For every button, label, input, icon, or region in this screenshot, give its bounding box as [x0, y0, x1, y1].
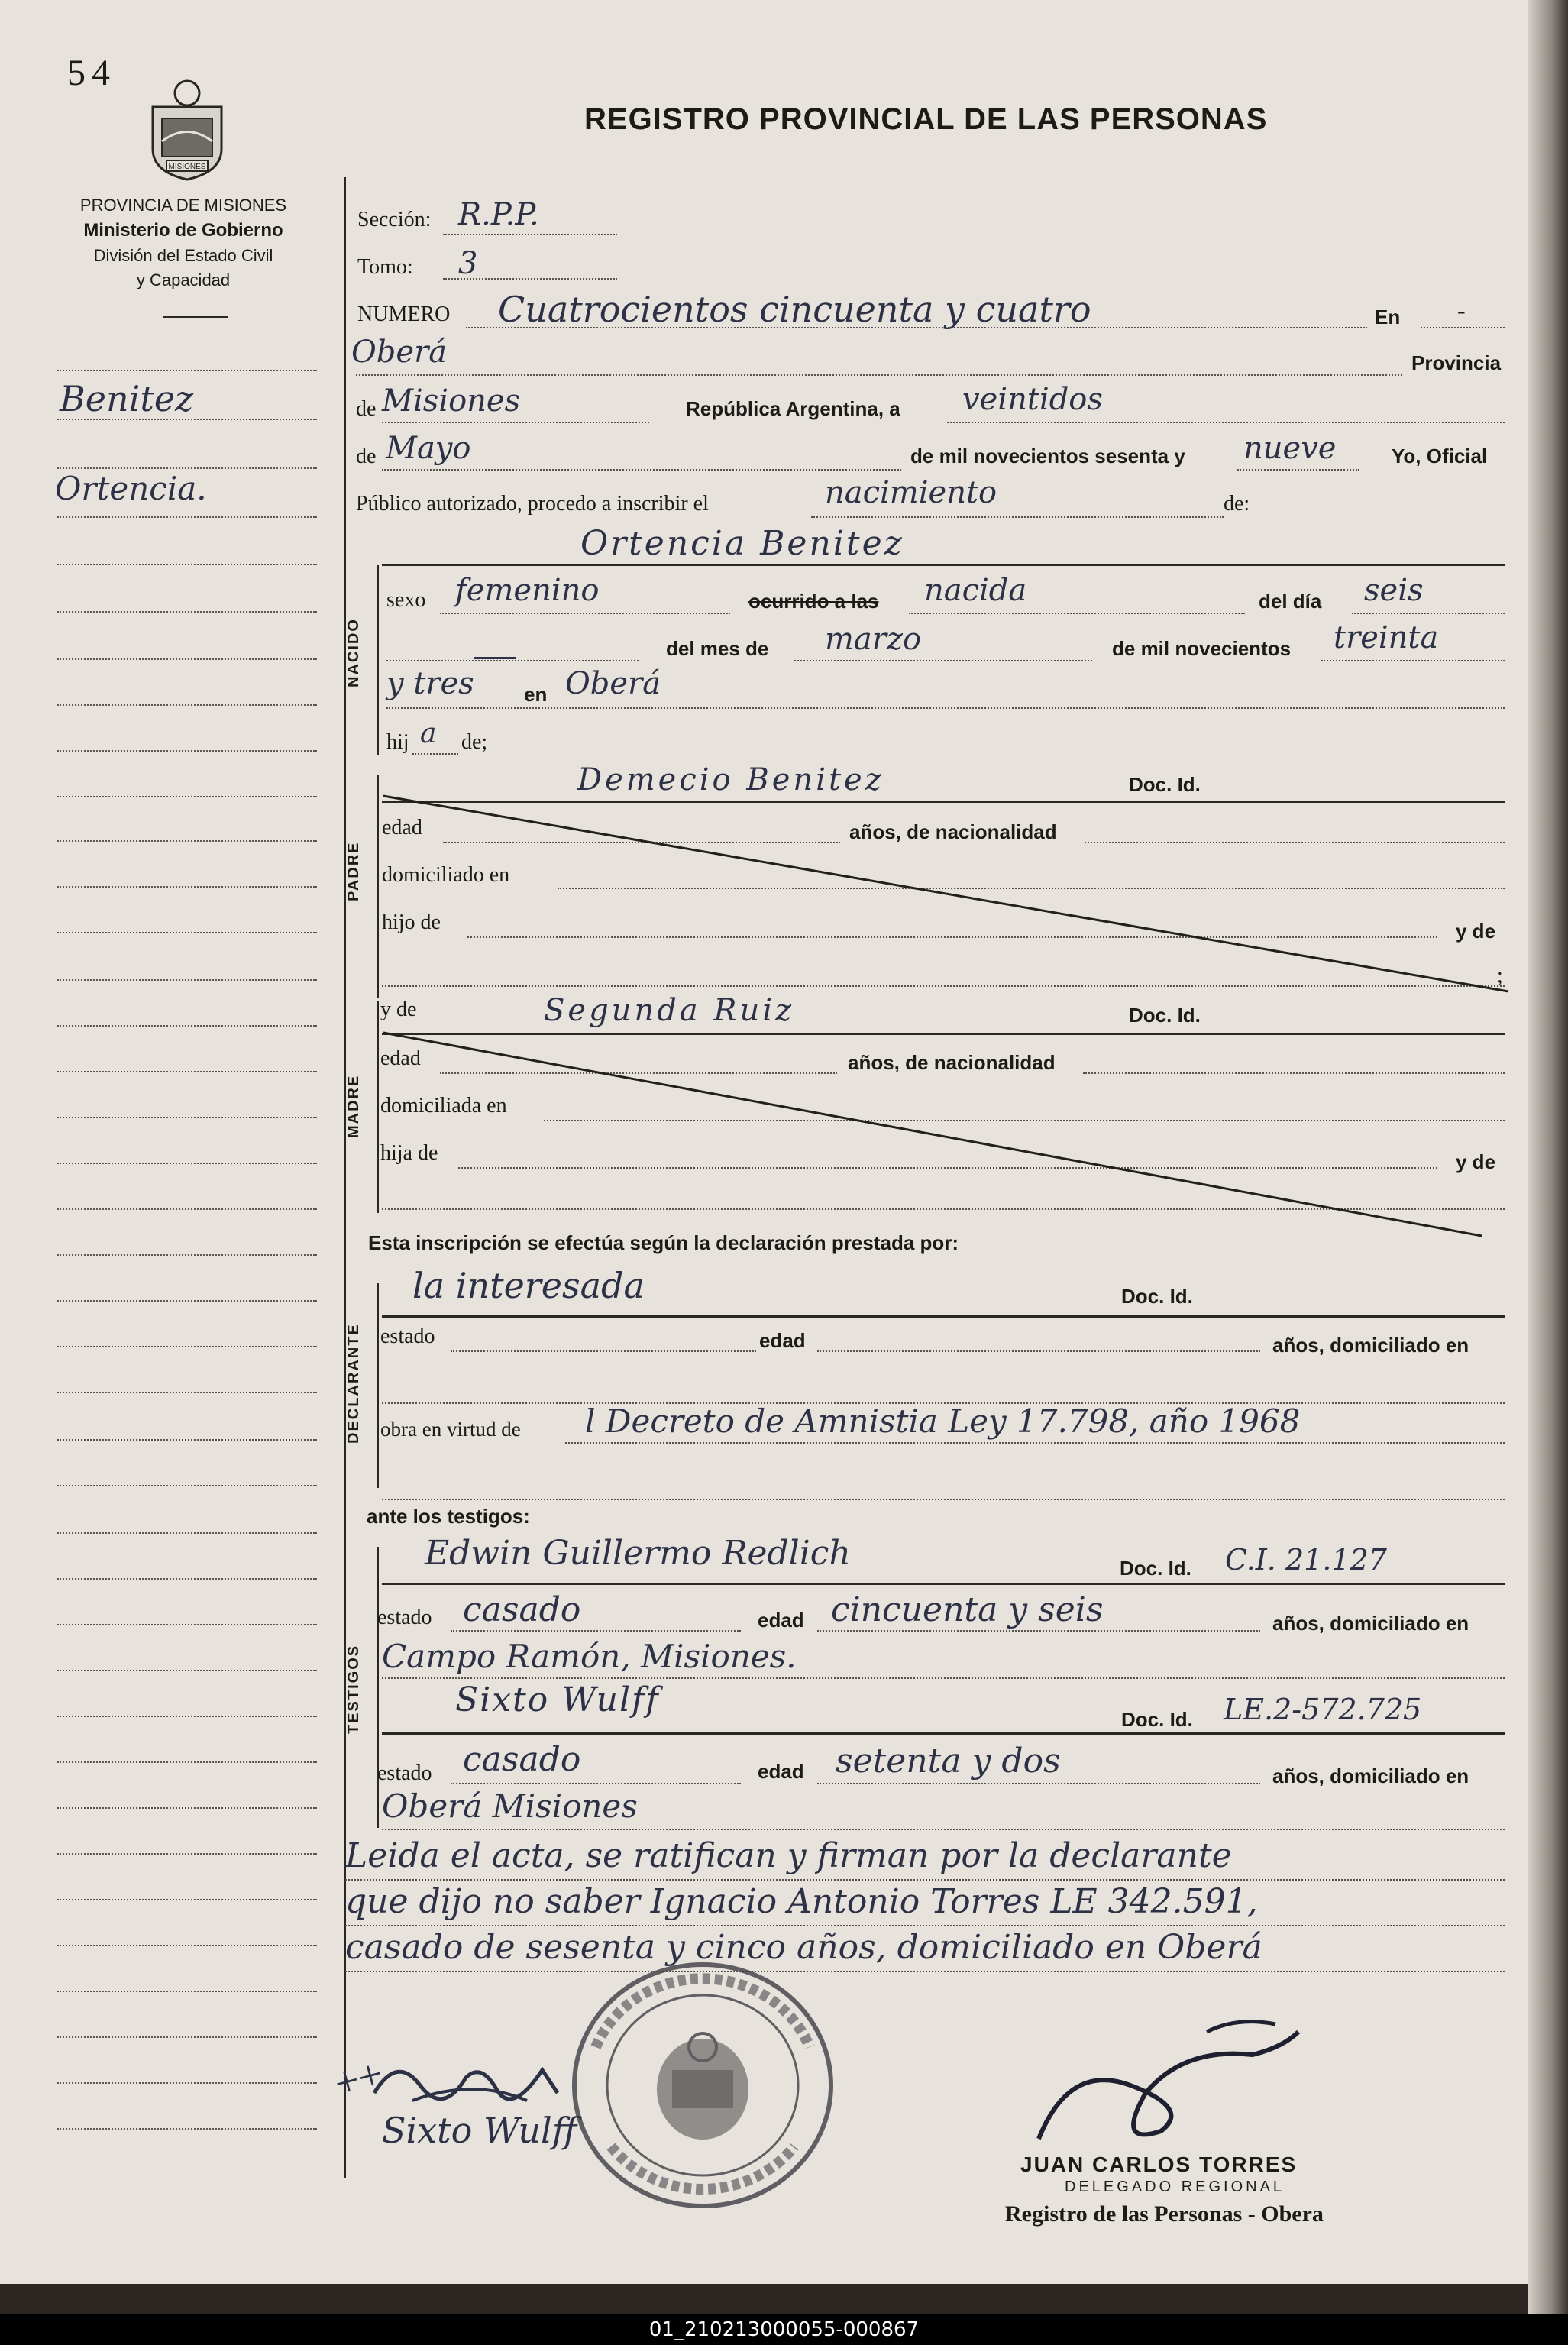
madre-nombre: Segunda Ruiz: [544, 993, 795, 1028]
testigo2-estado-label: estado: [377, 1761, 432, 1785]
testigo1-estado: casado: [463, 1590, 581, 1629]
testigo2-anios-label: años, domiciliado en: [1272, 1764, 1469, 1787]
testigo1-edad: cincuenta y seis: [831, 1590, 1104, 1629]
madre-yde-label: y de: [380, 998, 417, 1021]
testigo1-anios-label: años, domiciliado en: [1272, 1612, 1469, 1635]
madre-yde2-label: y de: [1456, 1150, 1496, 1173]
provincia-value: Misiones: [382, 383, 521, 419]
declarante-anios-label: años, domiciliado en: [1272, 1334, 1469, 1357]
padre-domicilio-label: domiciliado en: [382, 863, 510, 887]
declaracion-label: Esta inscripción se efectúa según la declaración prestada por:: [368, 1231, 959, 1254]
tomo-value: 3: [458, 246, 478, 281]
margin-given-name: Ortencia.: [55, 470, 207, 507]
ocurrido-value: nacida: [924, 573, 1027, 608]
de2-label: de: [356, 445, 377, 468]
declarante-obra-label: obra en virtud de: [380, 1418, 521, 1441]
anio-value: nueve: [1243, 431, 1337, 466]
padre-strike-line: [382, 794, 1512, 1001]
testigo2-edad-label: edad: [758, 1760, 804, 1783]
seccion-value: R.P.P.: [458, 197, 539, 232]
madre-domicilio-label: domiciliada en: [380, 1094, 507, 1118]
mil-nacimiento-label: de mil novecientos: [1112, 637, 1292, 660]
hijo-de-label: de;: [461, 730, 488, 754]
nacido-side-label: NACIDO: [345, 618, 362, 687]
testigos-side-label: TESTIGOS: [345, 1644, 362, 1734]
header-division: División del Estado Civil: [93, 246, 273, 265]
ocurrido-label: ocurrido a las: [748, 590, 879, 613]
provincial-seal-icon: [145, 76, 229, 183]
header-divider: [163, 316, 228, 318]
declarante-edad-label: edad: [759, 1329, 806, 1352]
numero-value: Cuatrocientos cincuenta y cuatro: [498, 289, 1091, 330]
declarant-signature-icon: [367, 2047, 580, 2116]
tomo-label: Tomo:: [357, 255, 413, 279]
dia-label: del día: [1259, 590, 1322, 613]
de-label: de: [356, 397, 377, 421]
testigo2-doc-label: Doc. Id.: [1121, 1708, 1193, 1731]
testigo1-domicilio: Campo Ramón, Misiones.: [382, 1638, 797, 1675]
testigo1-doc: C.I. 21.127: [1225, 1543, 1387, 1577]
testigo2-nombre: Sixto Wulff: [455, 1680, 660, 1719]
anio-nacimiento-b: y tres: [386, 666, 474, 701]
anio-nacimiento-a: treinta: [1334, 620, 1439, 655]
declarante-side-label: DECLARANTE: [345, 1323, 362, 1444]
declarante-obra: l Decreto de Amnistia Ley 17.798, año 1968: [585, 1402, 1301, 1440]
header-province: PROVINCIA DE MISIONES: [79, 196, 287, 215]
book-spine: [1528, 0, 1568, 2345]
numero-label: NUMERO: [357, 302, 451, 326]
madre-doc-label: Doc. Id.: [1129, 1004, 1201, 1027]
hijo-suffix: a: [420, 718, 437, 749]
dia-nacimiento: seis: [1364, 573, 1424, 608]
testigo2-edad: setenta y dos: [836, 1742, 1061, 1781]
cierre-line-1: Leida el acta, se ratifican y firman por la declarante: [345, 1836, 1232, 1875]
nombre-value: Ortencia Benitez: [580, 524, 904, 563]
official-signature-icon: [1023, 2001, 1314, 2154]
padre-nombre: Demecio Benitez: [577, 762, 884, 797]
hijo-label: hij: [386, 730, 409, 754]
cierre-line-3: casado de sesenta y cinco años, domiciliado en Oberá: [345, 1928, 1262, 1967]
en-label: En: [1375, 306, 1401, 328]
provincia-label: Provincia: [1411, 351, 1502, 374]
sexo-label: sexo: [386, 588, 426, 612]
declarante-doc-label: Doc. Id.: [1121, 1285, 1193, 1308]
madre-edad-label: edad: [380, 1046, 421, 1070]
testigo1-nombre: Edwin Guillermo Redlich: [425, 1534, 851, 1573]
republica-label: República Argentina, a: [686, 397, 900, 420]
testigo2-doc: LE.2-572.725: [1224, 1693, 1422, 1726]
padre-semicolon: ;: [1497, 964, 1503, 988]
acto-value: nacimiento: [825, 475, 997, 510]
madre-side-label: MADRE: [345, 1074, 362, 1138]
mes-nacimiento: marzo: [825, 622, 922, 657]
cierre-line-2: que dijo no saber Ignacio Antonio Torres LE 342.591,: [345, 1882, 1258, 1921]
column-separator: [344, 177, 346, 2178]
oficial-cargo: DELEGADO REGIONAL: [1065, 2178, 1285, 2195]
mil-label: de mil novecientos sesenta y: [910, 445, 1185, 467]
sexo-value: femenino: [455, 573, 600, 608]
page-number: 54: [67, 53, 116, 93]
testigo1-doc-label: Doc. Id.: [1120, 1557, 1191, 1580]
place-value: Oberá: [351, 335, 448, 370]
mes-label: del mes de: [666, 637, 769, 660]
en-nacimiento-label: en: [524, 683, 548, 706]
image-caption: 01_210213000055-000867: [0, 2314, 1568, 2345]
nacido-bracket: [377, 565, 379, 755]
padre-doc-label: Doc. Id.: [1129, 773, 1201, 796]
padre-nac-label: años, de nacionalidad: [849, 820, 1057, 843]
madre-bracket: [377, 1001, 379, 1213]
oficial-label: Yo, Oficial: [1392, 445, 1488, 467]
publico-label: Público autorizado, procedo a inscribir el: [356, 492, 709, 516]
mes-value: Mayo: [386, 431, 471, 466]
dash-mark: [474, 657, 516, 659]
seccion-label: Sección:: [357, 208, 432, 231]
testigo2-estado: casado: [463, 1740, 581, 1779]
declarante-nombre: la interesada: [412, 1265, 645, 1306]
testigos-label: ante los testigos:: [367, 1505, 530, 1528]
lugar-nacimiento: Oberá: [565, 666, 661, 701]
padre-yde-label: y de: [1456, 920, 1496, 943]
testigo1-edad-label: edad: [758, 1609, 804, 1632]
testigo1-estado-label: estado: [377, 1606, 432, 1629]
margin-surname: Benitez: [60, 378, 194, 419]
page-title: REGISTRO PROVINCIAL DE LAS PERSONAS: [584, 102, 1268, 136]
madre-hija-label: hija de: [380, 1141, 438, 1165]
header-ministry: Ministerio de Gobierno: [83, 220, 283, 241]
oficial-registro: Registro de las Personas - Obera: [1005, 2201, 1324, 2227]
padre-hijo-label: hijo de: [382, 911, 441, 934]
de3-label: de:: [1224, 492, 1250, 516]
declarante-bracket: [377, 1283, 379, 1488]
testigo2-domicilio: Oberá Misiones: [382, 1787, 638, 1825]
declarante-estado-label: estado: [380, 1325, 435, 1348]
madre-strike-line: [382, 1031, 1512, 1245]
oficial-nombre: JUAN CARLOS TORRES: [1020, 2153, 1298, 2176]
dia-value: veintidos: [962, 382, 1103, 417]
madre-nac-label: años, de nacionalidad: [848, 1051, 1056, 1074]
seal-text: MISIONES: [168, 163, 206, 171]
en-dash: -: [1457, 296, 1466, 324]
padre-side-label: PADRE: [345, 841, 362, 901]
signature-crosses: ++: [329, 2049, 389, 2109]
padre-edad-label: edad: [382, 816, 422, 839]
witness-signature: Sixto Wulff: [382, 2110, 577, 2151]
padre-bracket: [377, 775, 379, 998]
official-stamp-icon: [565, 1955, 840, 2215]
header-capacity: y Capacidad: [136, 270, 231, 289]
